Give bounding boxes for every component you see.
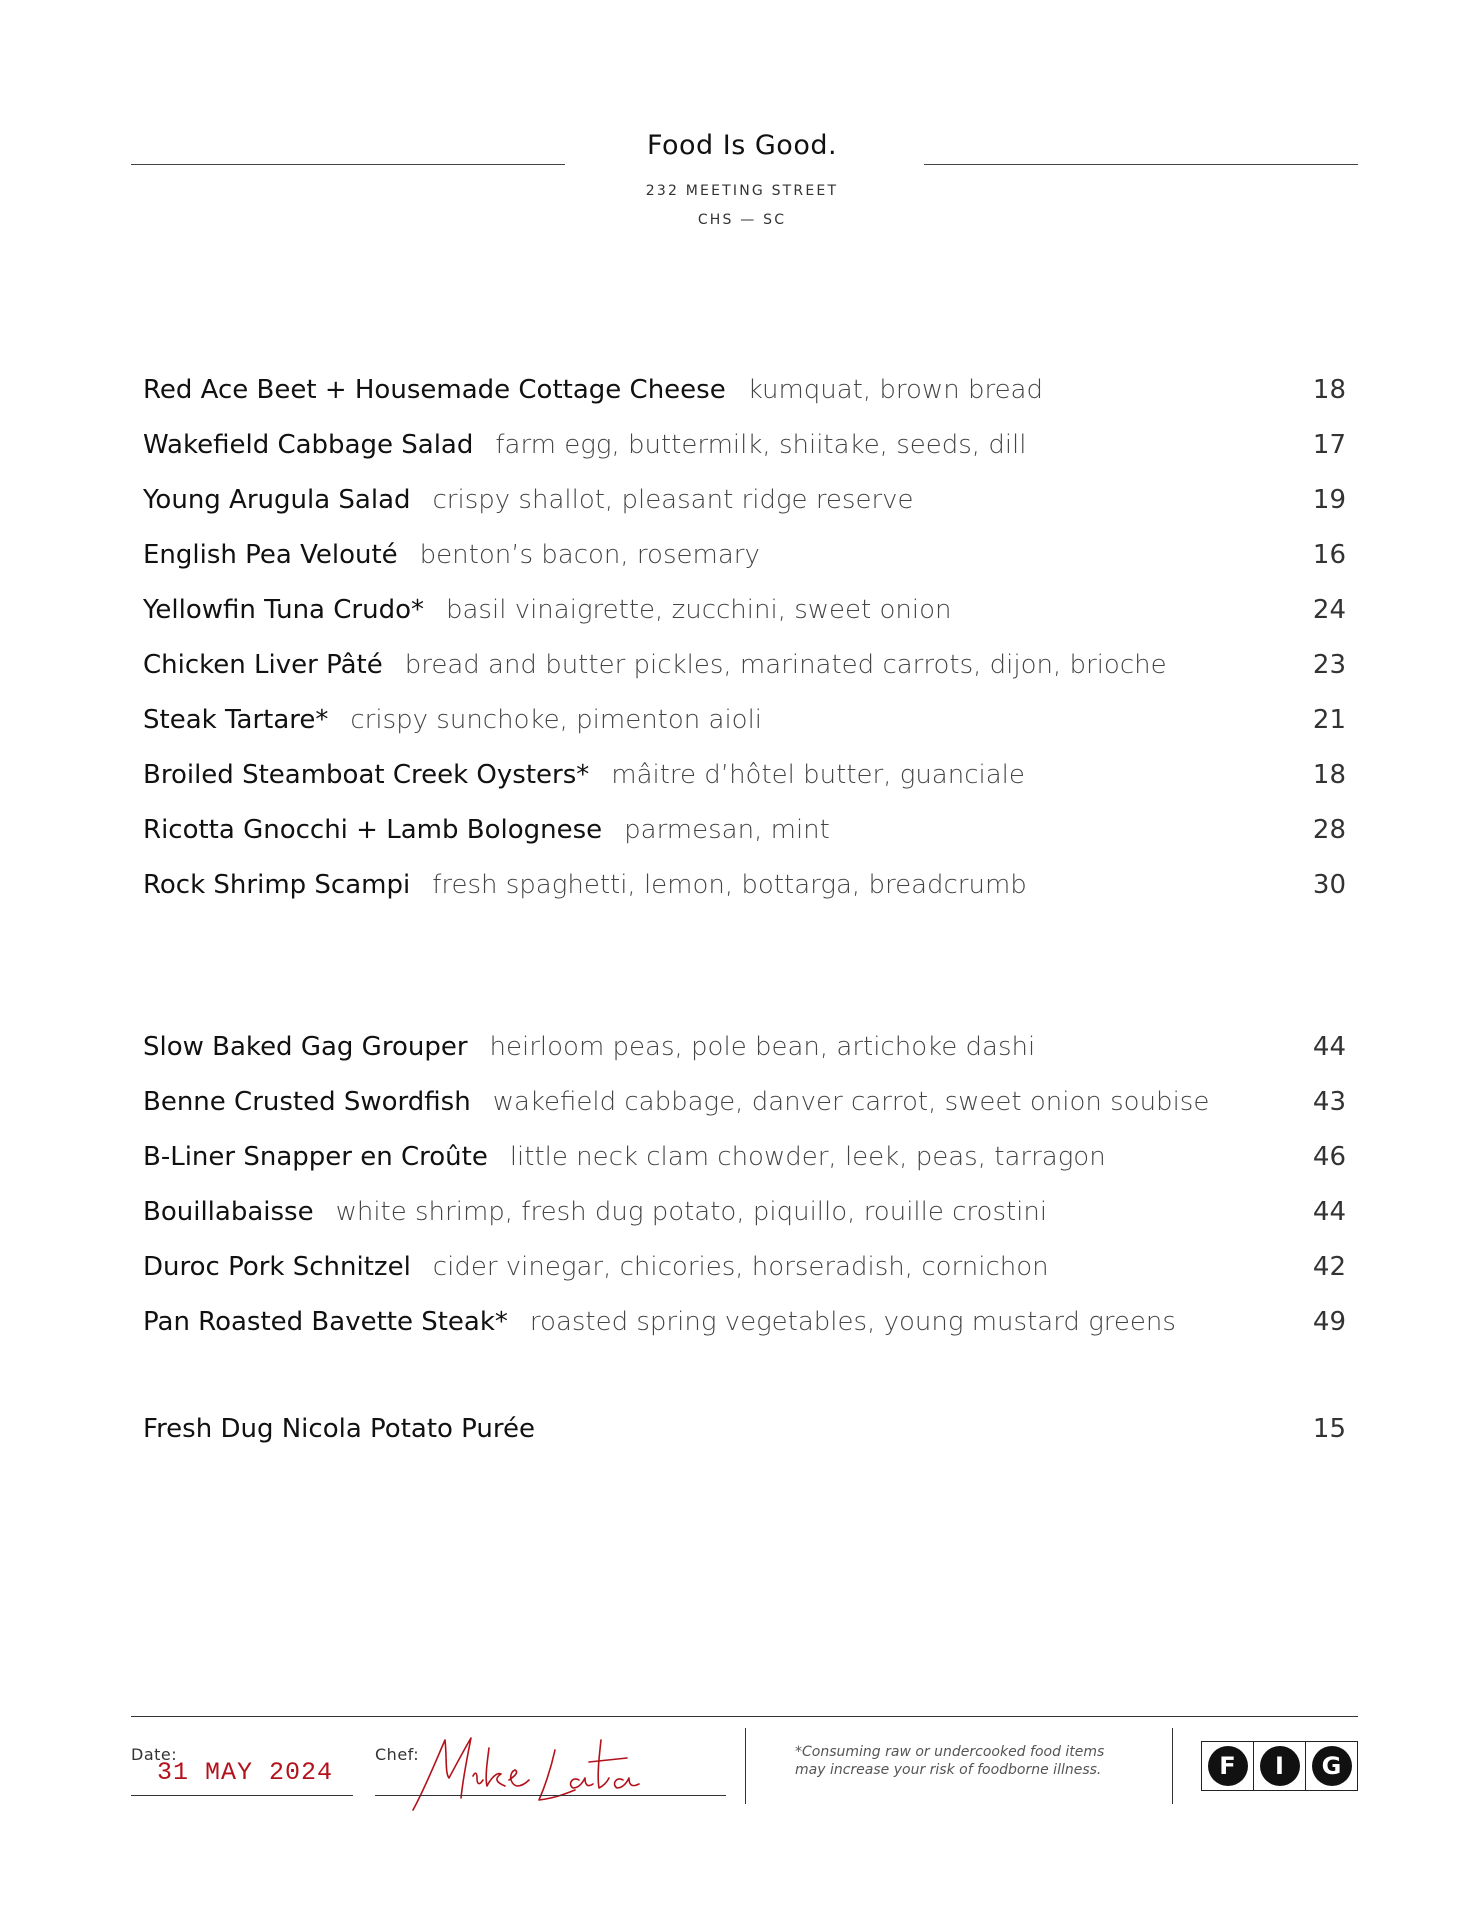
menu-item: [143, 1294, 1346, 1349]
menu-section-starters: [143, 362, 1346, 912]
menu-item: [143, 747, 1346, 802]
menu-item: [143, 637, 1346, 692]
menu-section-sides: [143, 1401, 1346, 1456]
restaurant-title: Food Is Good.: [646, 130, 838, 161]
menu-item-description: heirloom peas, pole bean, artichoke dashi: [489, 1031, 1036, 1062]
menu-item: [143, 692, 1346, 747]
chef-underline: [375, 1795, 726, 1796]
menu-item-name: Duroc Pork Schnitzel: [143, 1251, 411, 1282]
menu-item: [143, 1019, 1346, 1074]
header-rule-right: [924, 164, 1358, 165]
menu-item-price: 16: [1312, 539, 1346, 570]
menu-item-price: 42: [1312, 1251, 1346, 1282]
menu-item-price: 15: [1312, 1413, 1346, 1444]
menu-item-name: Steak Tartare*: [143, 704, 329, 735]
date-label: Date:: [131, 1745, 178, 1764]
chef-signature: [405, 1728, 645, 1818]
menu-item-name: Rock Shrimp Scampi: [143, 869, 411, 900]
footer-rule: [131, 1716, 1358, 1717]
menu-item-name: Slow Baked Gag Grouper: [143, 1031, 468, 1062]
menu-item-price: 30: [1312, 869, 1346, 900]
menu-item-price: 18: [1312, 374, 1346, 405]
menu-item: [143, 1401, 1346, 1456]
menu-item: [143, 1074, 1346, 1129]
footer-divider-1: [745, 1728, 746, 1804]
menu-item-description: wakefield cabbage, danver carrot, sweet onion soubise: [492, 1086, 1210, 1117]
menu-item: [143, 1184, 1346, 1239]
menu-item-price: 28: [1312, 814, 1346, 845]
menu-item-name: Fresh Dug Nicola Potato Purée: [143, 1413, 535, 1444]
date-stamp: 31 MAY 2024: [157, 1758, 334, 1787]
menu-item-price: 19: [1312, 484, 1346, 515]
disclaimer-line-2: may increase your risk of foodborne illness.: [795, 1762, 1102, 1778]
menu-item-description: crispy sunchoke, pimenton aioli: [350, 704, 763, 735]
menu-item-name: Broiled Steamboat Creek Oysters*: [143, 759, 590, 790]
menu-item-name: Chicken Liver Pâté: [143, 649, 383, 680]
fig-logo: [1201, 1741, 1358, 1791]
logo-cell-g: [1306, 1742, 1357, 1790]
menu-item: [143, 1239, 1346, 1294]
menu-item: [143, 857, 1346, 912]
menu-item-description: benton’s bacon, rosemary: [419, 539, 760, 570]
menu-item-name: Wakefield Cabbage Salad: [143, 429, 474, 460]
logo-cell-i: [1254, 1742, 1306, 1790]
menu-item-description: cider vinegar, chicories, horseradish, cornichon: [432, 1251, 1049, 1282]
menu-item-description: crispy shallot, pleasant ridge reserve: [432, 484, 914, 515]
logo-letter-i: I: [1260, 1746, 1300, 1786]
footer-divider-2: [1172, 1728, 1173, 1804]
menu-item-price: 44: [1312, 1196, 1346, 1227]
menu-item-price: 46: [1312, 1141, 1346, 1172]
menu-item-price: 17: [1312, 429, 1346, 460]
menu-item-price: 23: [1312, 649, 1346, 680]
menu-item-description: bread and butter pickles, marinated carrots, dijon, brioche: [404, 649, 1167, 680]
address-line-1: 232 MEETING STREET: [645, 183, 839, 199]
chef-label: Chef:: [375, 1745, 420, 1764]
menu-item-name: Bouillabaisse: [143, 1196, 314, 1227]
header-rule-left: [131, 164, 565, 165]
menu-item: [143, 362, 1346, 417]
menu-item: [143, 417, 1346, 472]
food-safety-disclaimer: [795, 1743, 1155, 1779]
menu-item-description: farm egg, buttermilk, shiitake, seeds, dill: [495, 429, 1027, 460]
logo-letter-g: G: [1312, 1746, 1352, 1786]
menu-item-description: white shrimp, fresh dug potato, piquillo, rouille crostini: [335, 1196, 1048, 1227]
menu-item-price: 18: [1312, 759, 1346, 790]
menu-item: [143, 472, 1346, 527]
menu-item-description: mâitre d’hôtel butter, guanciale: [611, 759, 1025, 790]
menu-item-description: fresh spaghetti, lemon, bottarga, breadcrumb: [432, 869, 1027, 900]
menu-header: [0, 0, 1484, 260]
menu-item-name: Benne Crusted Swordfish: [143, 1086, 471, 1117]
menu-item-price: 44: [1312, 1031, 1346, 1062]
disclaimer-line-1: *Consuming raw or undercooked food items: [795, 1744, 1105, 1760]
menu-item-price: 49: [1312, 1306, 1346, 1337]
menu-item-name: Red Ace Beet + Housemade Cottage Cheese: [143, 374, 726, 405]
logo-cell-f: [1202, 1742, 1254, 1790]
menu-item: [143, 582, 1346, 637]
menu-item-description: little neck clam chowder, leek, peas, tarragon: [509, 1141, 1106, 1172]
menu-item-price: 43: [1312, 1086, 1346, 1117]
menu-item-description: roasted spring vegetables, young mustard greens: [529, 1306, 1176, 1337]
menu-item: [143, 1129, 1346, 1184]
date-underline: [131, 1795, 353, 1796]
menu-item-name: Yellowfin Tuna Crudo*: [143, 594, 424, 625]
menu-item-description: kumquat, brown bread: [747, 374, 1043, 405]
menu-item-name: Ricotta Gnocchi + Lamb Bolognese: [143, 814, 603, 845]
menu-item-name: Young Arugula Salad: [143, 484, 411, 515]
menu-item-name: Pan Roasted Bavette Steak*: [143, 1306, 508, 1337]
menu-item: [143, 802, 1346, 857]
menu-item-price: 21: [1312, 704, 1346, 735]
logo-letter-f: F: [1208, 1746, 1248, 1786]
menu-item-price: 24: [1312, 594, 1346, 625]
address-line-2: CHS — SC: [697, 212, 787, 228]
menu-item-description: basil vinaigrette, zucchini, sweet onion: [446, 594, 952, 625]
menu-section-mains: [143, 1019, 1346, 1349]
menu-item: [143, 527, 1346, 582]
menu-item-description: parmesan, mint: [624, 814, 830, 845]
menu-item-name: English Pea Velouté: [143, 539, 398, 570]
menu-item-name: B-Liner Snapper en Croûte: [143, 1141, 488, 1172]
